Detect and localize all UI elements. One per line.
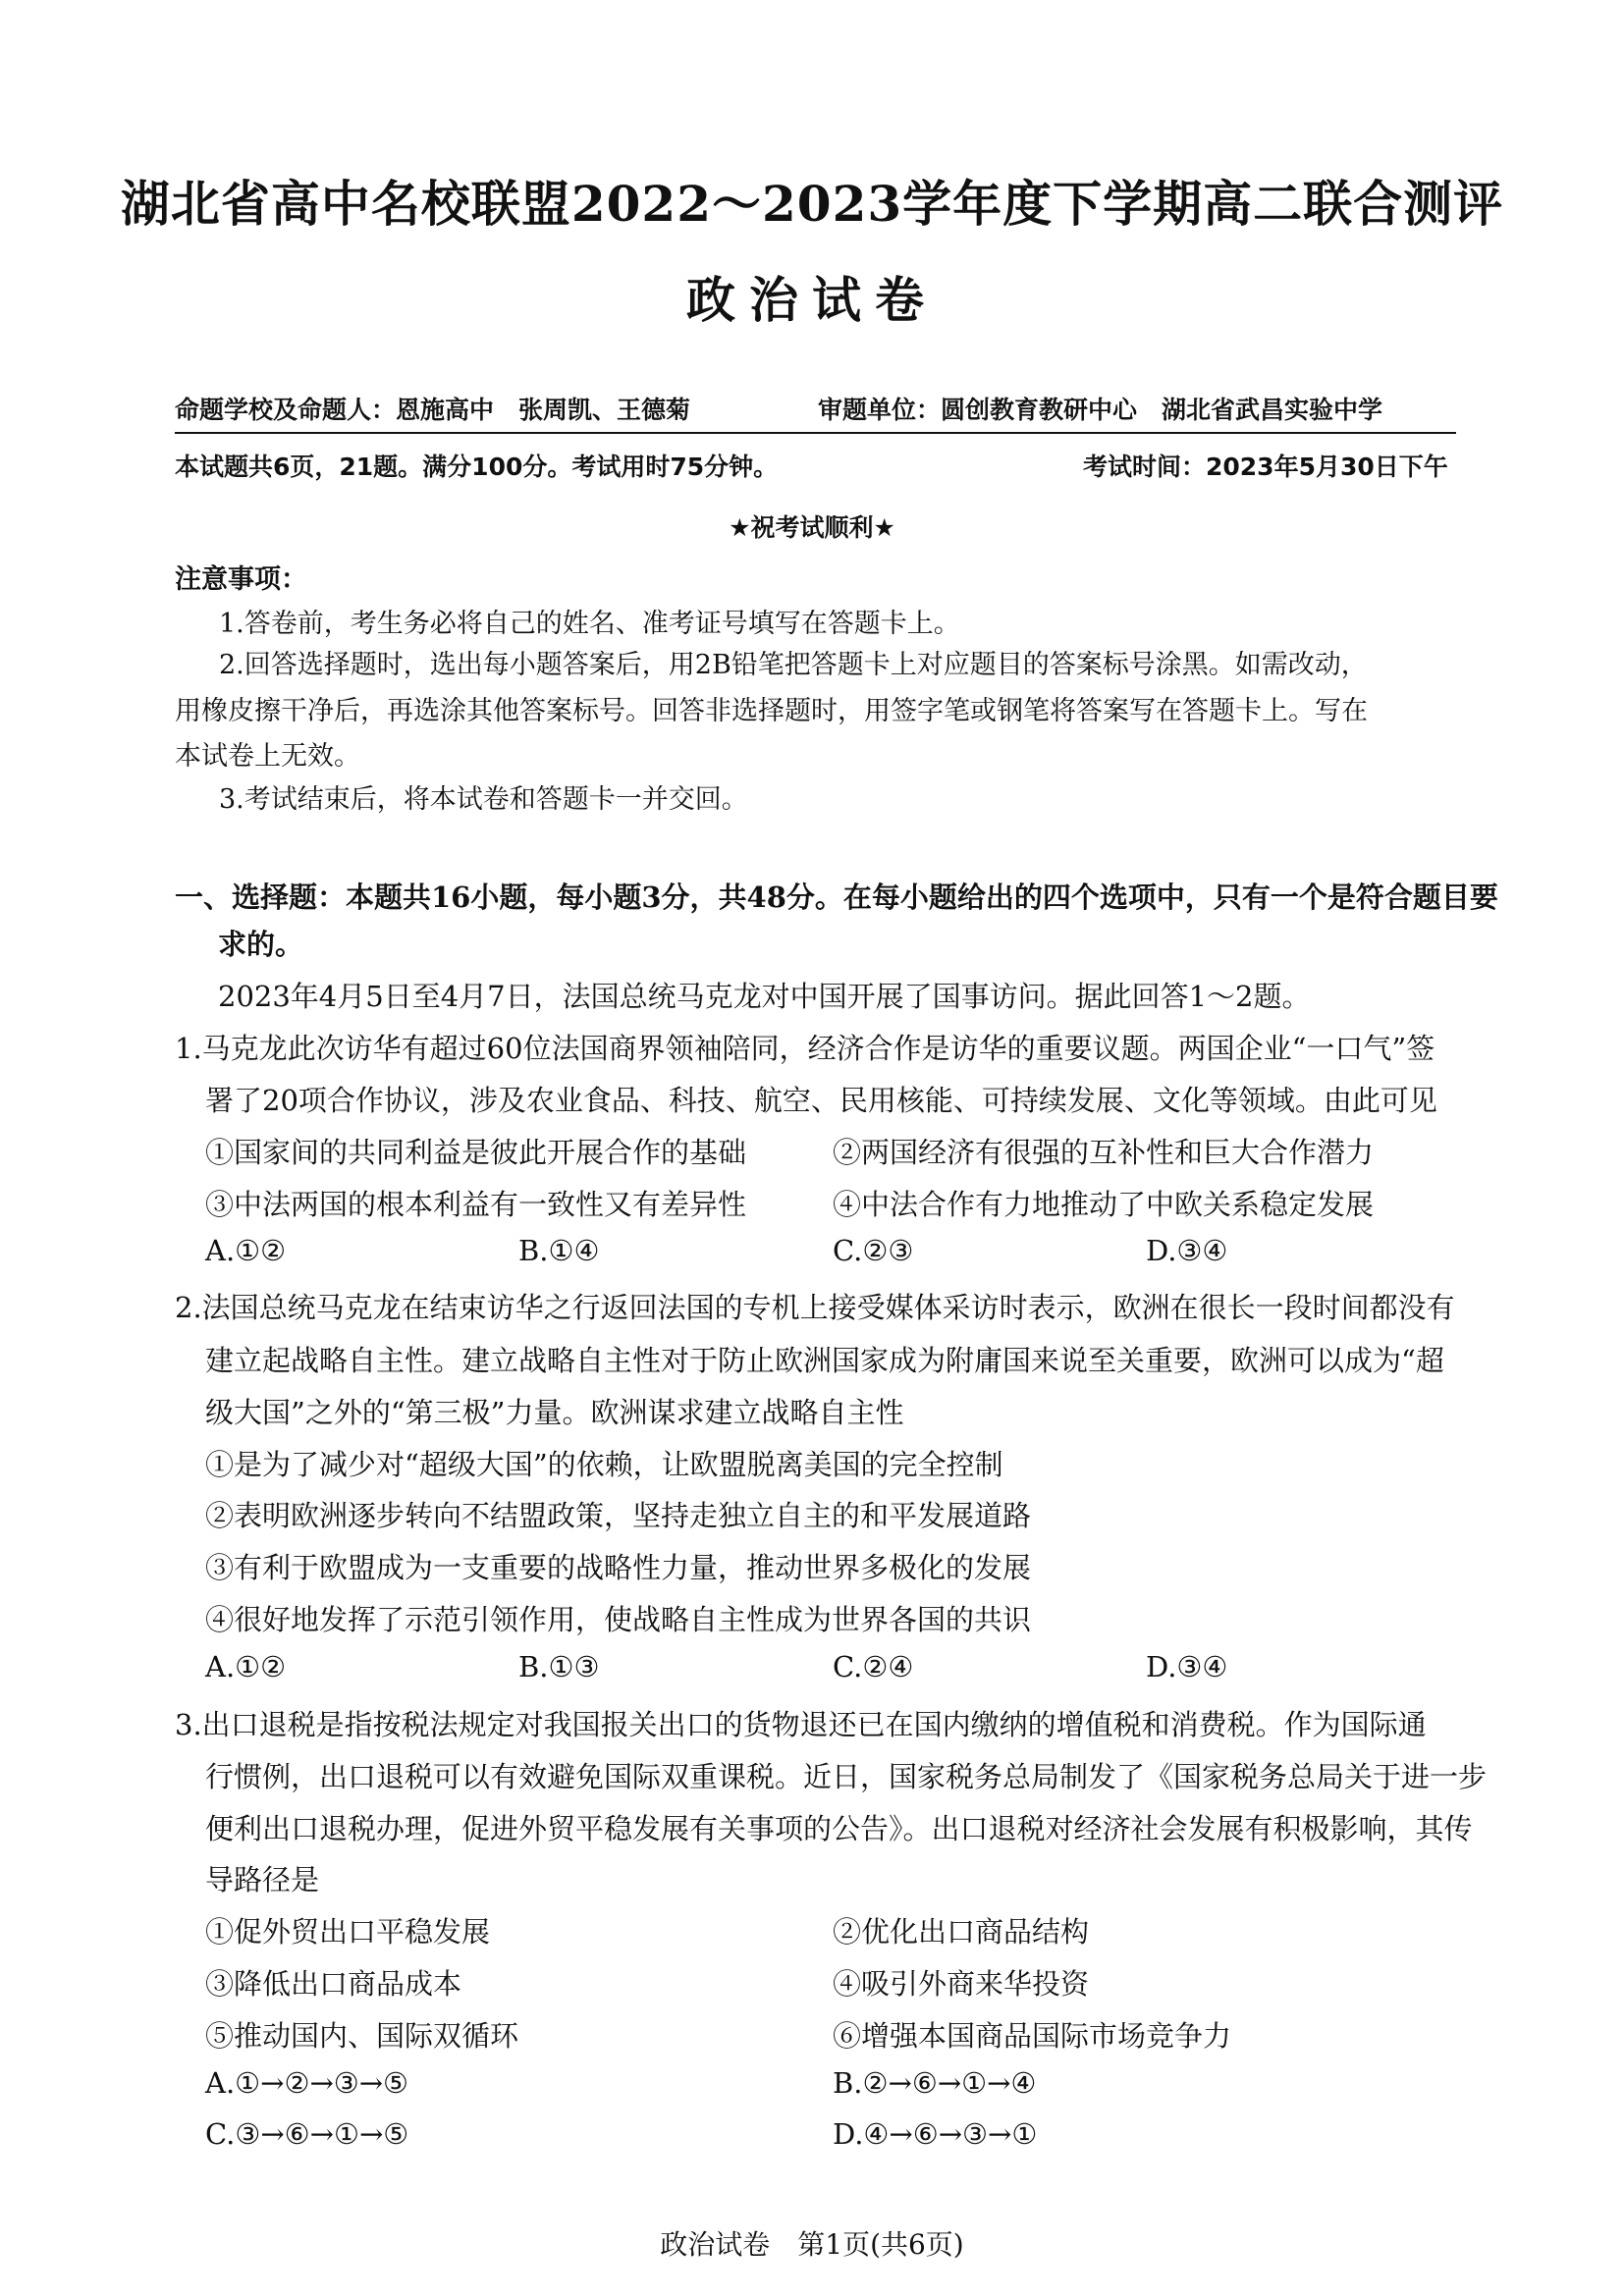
q1-statement-2: ②两国经济有很强的互补性和巨大合作潜力 (833, 1136, 1375, 1169)
q3-stem-end: 导路径是 (205, 1863, 320, 1896)
q3-statement-3: ③降低出口商品成本 (205, 1967, 462, 2001)
notice-item-3: 3.考试结束后，将本试卷和答题卡一并交回。 (219, 784, 748, 815)
q3-statement-6: ⑥增强本国商品国际市场竞争力 (833, 2019, 1232, 2053)
q3-option-b: B.②→⑥→①→④ (833, 2066, 1037, 2100)
q3-statement-2: ②优化出口商品结构 (833, 1915, 1090, 1949)
q2-statement-2: ②表明欧洲逐步转向不结盟政策，坚持走独立自主的和平发展道路 (205, 1499, 1032, 1532)
authors-line: 命题学校及命题人：恩施高中 张周凯、王德菊 (175, 396, 691, 424)
q1-option-b: B.①④ (518, 1234, 600, 1267)
q2-stem-cont: 建立起战略自主性。建立战略自主性对于防止欧洲国家成为附庸国来说至关重要，欧洲可以成为“超 (205, 1344, 1444, 1377)
q3-statement-1: ①促外贸出口平稳发展 (205, 1915, 491, 1949)
notice-item-1: 1.答卷前，考生务必将自己的姓名、准考证号填写在答题卡上。 (219, 609, 960, 639)
q3-stem-cont-1: 行惯例，出口退税可以有效避免国际双重课税。近日，国家税务总局制发了《国家税务总局关于进一步 (205, 1760, 1488, 1793)
exam-time: 考试时间：2023年5月30日下午 (1083, 453, 1448, 481)
q1-stem: 1.马克龙此次访华有超过60位法国商界领袖陪同，经济合作是访华的重要议题。两国企业“一口气”签 (175, 1032, 1435, 1065)
notice-item-2-cont: 用橡皮擦干净后，再选涂其他答案标号。回答非选择题时，用签字笔或钢笔将答案写在答题卡上。写在 (175, 696, 1368, 726)
q3-stem-cont-2: 便利出口退税办理，促进外贸平稳发展有关事项的公告》。出口退税对经济社会发展有积极影响，其传 (205, 1812, 1473, 1845)
q1-statement-4: ④中法合作有力地推动了中欧关系稳定发展 (833, 1188, 1375, 1221)
page-footer: 政治试卷 第1页(共6页) (660, 2228, 964, 2261)
exam-title: 湖北省高中名校联盟2022～2023学年度下学期高二联合测评 (120, 175, 1504, 233)
q2-statement-1: ①是为了减少对“超级大国”的依赖，让欧盟脱离美国的完全控制 (205, 1448, 1003, 1481)
q2-stem: 2.法国总统马克龙在结束访华之行返回法国的专机上接受媒体采访时表示，欧洲在很长一段时间都没有 (175, 1291, 1455, 1324)
q3-statement-4: ④吸引外商来华投资 (833, 1967, 1090, 2001)
q3-option-d: D.④→⑥→③→① (833, 2117, 1038, 2151)
section-heading: 一、选择题：本题共16小题，每小题3分，共48分。在每小题给出的四个选项中，只有一个是符合题目要 (175, 881, 1498, 914)
q3-stem: 3.出口退税是指按税法规定对我国报关出口的货物退还已在国内缴纳的增值税和消费税。作为国际通 (175, 1708, 1427, 1741)
q2-option-c: C.②④ (833, 1650, 914, 1683)
blessing: ★祝考试顺利★ (729, 513, 895, 542)
q1-statement-3: ③中法两国的根本利益有一致性又有差异性 (205, 1188, 747, 1221)
notice-item-2: 2.回答选择题时，选出每小题答案后，用2B铅笔把答题卡上对应题目的答案标号涂黑。如需改动， (219, 650, 1368, 680)
q2-statement-3: ③有利于欧盟成为一支重要的战略性力量，推动世界多极化的发展 (205, 1551, 1032, 1584)
q3-option-a: A.①→②→③→⑤ (205, 2066, 409, 2100)
subject-title: 政治试卷 (686, 271, 938, 329)
notice-item-2-end: 本试卷上无效。 (175, 741, 360, 772)
q3-statement-5: ⑤推动国内、国际双循环 (205, 2019, 519, 2053)
q1-stem-cont: 署了20项合作协议，涉及农业食品、科技、航空、民用核能、可持续发展、文化等领域。由此可见 (205, 1084, 1437, 1117)
q1-option-c: C.②③ (833, 1234, 914, 1267)
q2-option-a: A.①② (205, 1650, 287, 1683)
notice-heading: 注意事项： (175, 564, 307, 595)
review-line: 审题单位：圆创教育教研中心 湖北省武昌实验中学 (818, 396, 1383, 424)
q1-option-d: D.③④ (1146, 1234, 1228, 1267)
q2-stem-end: 级大国”之外的“第三极”力量。欧洲谋求建立战略自主性 (205, 1396, 904, 1429)
exam-info: 本试题共6页，21题。满分100分。考试用时75分钟。 (175, 453, 779, 481)
q3-option-c: C.③→⑥→①→⑤ (205, 2117, 409, 2151)
section-intro: 2023年4月5日至4月7日，法国总统马克龙对中国开展了国事访问。据此回答1～2题。 (218, 980, 1311, 1013)
q1-option-a: A.①② (205, 1234, 287, 1267)
q2-statement-4: ④很好地发挥了示范引领作用，使战略自主性成为世界各国的共识 (205, 1603, 1032, 1636)
q2-option-d: D.③④ (1146, 1650, 1228, 1683)
q1-statement-1: ①国家间的共同利益是彼此开展合作的基础 (205, 1136, 747, 1169)
section-heading-cont: 求的。 (218, 928, 304, 961)
header-rule (175, 432, 1456, 434)
q2-option-b: B.①③ (518, 1650, 600, 1683)
